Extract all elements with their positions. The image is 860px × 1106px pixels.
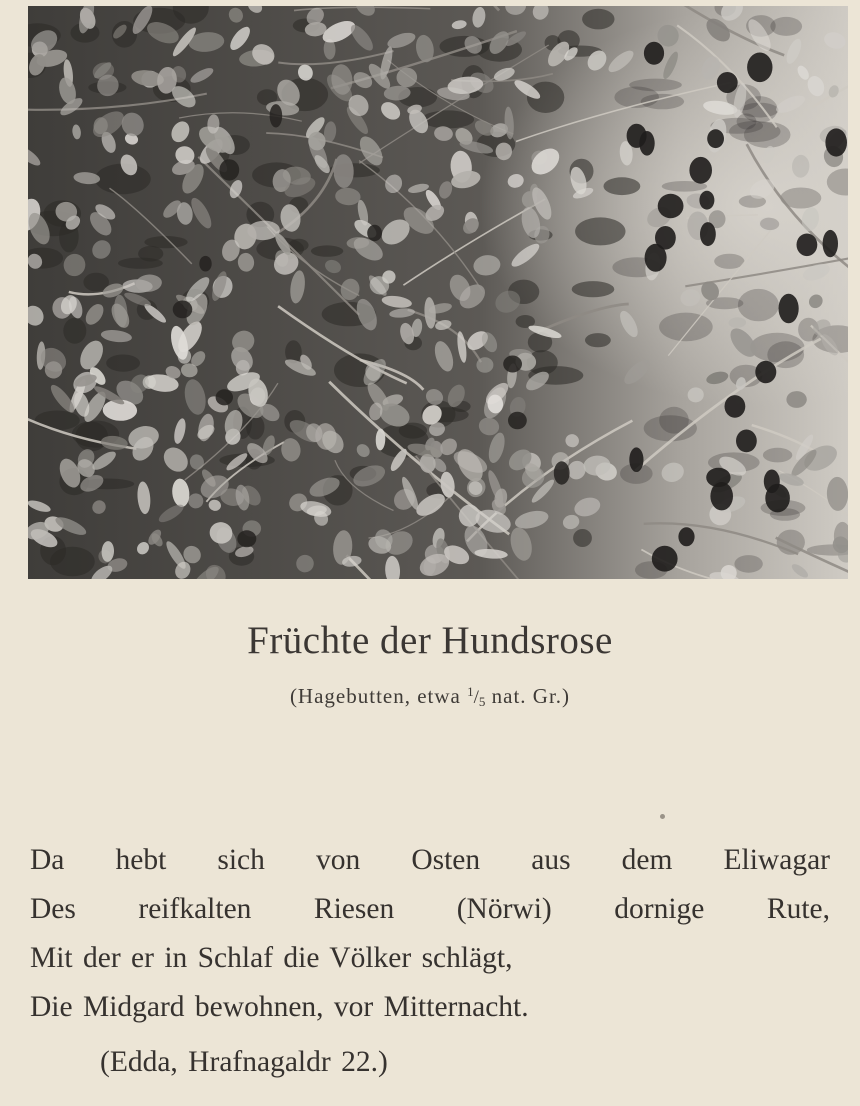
fraction-denominator: 5 <box>478 694 486 709</box>
rosehip-photo <box>28 6 848 579</box>
caption-subtitle <box>0 684 860 710</box>
print-speck <box>660 814 665 819</box>
poem-line: Die Midgard bewohnen, vor Mitternacht. <box>30 991 529 1023</box>
caption-subtitle-close: nat. Gr.) <box>485 684 571 708</box>
poem-line: Da hebt sich von Osten aus dem Eliwagar <box>30 844 830 876</box>
poem-line: Mit der er in Schlaf die Völker schlägt, <box>30 942 513 974</box>
fraction-numerator: 1 <box>467 684 474 699</box>
rosehip-photo-graphic <box>28 6 848 579</box>
poem-source: (Edda, Hrafnagaldr 22.) <box>100 1046 388 1078</box>
caption-subtitle-open: (Hagebutten, etwa <box>289 684 468 708</box>
fraction-separator: / <box>473 687 479 708</box>
poem-line: Des reifkalten Riesen (Nörwi) dornige Rute, <box>30 893 830 925</box>
scale-fraction <box>467 684 486 709</box>
poem-stanza <box>30 836 830 1032</box>
caption-title: Früchte der Hundsrose <box>247 619 613 662</box>
